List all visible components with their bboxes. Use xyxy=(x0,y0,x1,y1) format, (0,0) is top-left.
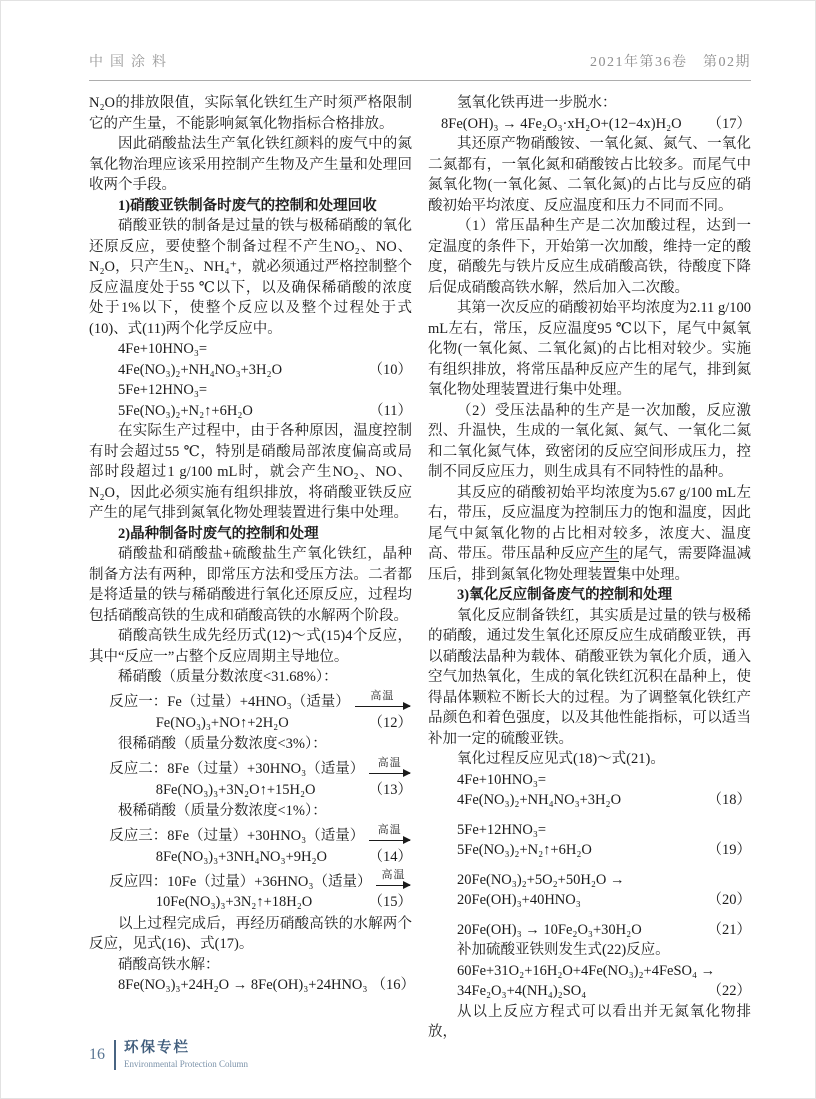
equation xyxy=(428,890,751,911)
arrow-shaft-icon xyxy=(376,885,410,886)
paragraph: 其第一次反应的硝酸初始平均浓度为2.11 g/100 mL左右，常压，反应温度95 ℃以下，尾气中氮氧化物(一氧化氮、二氧化氮)的占比相对较少。实施有组织排放，将常压晶种反应产生的尾气，排到氮氧化物处理装置进行集中处理。 xyxy=(428,300,751,398)
reaction-reactants: 8Fe（过量）+30HNO₃（适量） xyxy=(167,828,365,844)
section-heading: 3)氧化反应制备废气的控制和处理 xyxy=(457,587,673,603)
equation xyxy=(428,114,751,135)
equation xyxy=(428,870,751,891)
page-footer xyxy=(89,1040,248,1070)
reaction-arrow xyxy=(376,869,410,886)
underlined-text: 产生 xyxy=(589,546,619,562)
paragraph: 硝酸高铁生成先经历式(12)～式(15)4个反应，其中“反应一”占整个反应周期主导地位。 xyxy=(89,628,412,665)
reaction-block xyxy=(89,757,412,801)
equation-text: 4Fe+10HNO₃= xyxy=(457,771,547,788)
reaction-products: Fe(NO₃)₃+NO↑+2H₂O xyxy=(155,714,289,731)
equation xyxy=(428,840,751,861)
equation-text: 8Fe(OH)₃ → 4Fe₂O₃·xH₂O+(12−4x)H₂O xyxy=(441,115,682,132)
equation xyxy=(428,961,751,982)
paragraph: 因此硝酸盐法生产氧化铁红颜料的废气中的氮氧化物治理应该采用控制产生物及产生量和处理回收两个手段。 xyxy=(89,136,412,193)
article-body xyxy=(89,93,751,1043)
paragraph: 硝酸盐和硝酸盐+硫酸盐生产氧化铁红，晶种制备方法有两种，即常压方法和受压方法。二者都是将适量的铁与稀硝酸进行氧化还原反应，过程均包括硝酸高铁的生成和硝酸高铁的水解两个阶段。 xyxy=(89,546,412,624)
paragraph: （2）受压法晶种的生产是一次加酸，反应激烈、升温快，生成的一氧化氮、氮气、一氧化二氮和二氧化氮气体，致密闭的反应空间形成压力，控制不同反应压力，则生成具有不同特性的晶种。 xyxy=(428,402,751,480)
paragraph: 极稀硝酸（质量分数浓度<1%）： xyxy=(118,803,327,819)
equation-text: 4Fe(NO₃)₂+NH₄NO₃+3H₂O xyxy=(118,361,283,378)
section-heading: 1)硝酸亚铁制备时废气的控制和处理回收 xyxy=(118,197,377,214)
paragraph-text: 其反应的硝酸初始平均浓度为5.67 g/100 mL左右，带压，反应温度为控制压力的饱和温度，因此尾气中氮氧化物的占比相对较多，浓度大、温度高、带压。带压晶种反应 xyxy=(428,484,751,562)
reaction-label: 反应二： xyxy=(109,761,168,777)
equation-number: （22） xyxy=(707,983,751,999)
equation-number: （15） xyxy=(368,894,412,910)
equation-number: （19） xyxy=(707,842,751,858)
paragraph-text: 的尾气，需要降温减压后，排到氮氧化物处理装置集中处理。 xyxy=(428,546,752,583)
arrow-shaft-icon xyxy=(369,773,410,774)
equation xyxy=(428,770,751,791)
reaction-reactants: 8Fe（过量）+30HNO₃（适量） xyxy=(167,761,365,777)
reaction-arrow xyxy=(369,824,410,841)
paragraph: 氢氧化铁再进一步脱水： xyxy=(457,95,617,111)
arrow-shaft-icon xyxy=(355,706,410,707)
equation-number: （12） xyxy=(368,714,412,731)
paragraph: 氧化反应制备铁红，其实质是过量的铁与极稀的硝酸，通过发生氧化还原反应生成硝酸亚铁，再以硝酸法晶种为载体、硝酸亚铁为氧化介质，通入空气加热氧化，生成的氧化铁红沉积在晶种上，使得晶体颗粒不断长大的过程。为了调整氧化铁红产品颜色和着色强度，以及其他性能指标，可以适当补加一定的硫酸亚铁。 xyxy=(428,607,751,747)
equation-number: （13） xyxy=(368,781,412,798)
left-column xyxy=(89,93,415,1043)
reaction-block xyxy=(89,869,412,913)
paragraph: （1）常压晶种生产是二次加酸过程，达到一定温度的条件下，开始第一次加酸，维持一定的酸度，硝酸先与铁片反应生成硝酸高铁，待酸度下降后促成硝酸高铁水解，然后加入二次酸。 xyxy=(428,218,751,296)
condition-label: 高温 xyxy=(381,869,406,881)
equation-text: 5Fe+12HNO₃= xyxy=(118,382,208,398)
reaction-products: 8Fe(NO₃)₃+3N₂O↑+15H₂O xyxy=(155,781,316,798)
paragraph: N₂O的排放限值，实际氧化铁红生产时须严格限制它的产生量，不能影响氮氧化物指标合格排放。 xyxy=(89,95,412,132)
equation xyxy=(428,820,751,841)
equation-text: 20Fe(OH)₃+40HNO₃ xyxy=(457,892,581,908)
spacer xyxy=(428,811,751,820)
reaction-arrow xyxy=(355,690,410,707)
equation-text: 4Fe+10HNO₃= xyxy=(118,341,208,357)
equation-number: （11） xyxy=(369,402,412,419)
paragraph: 从以上反应方程式可以看出并无氮氧化物排放， xyxy=(428,1003,751,1040)
equation xyxy=(89,975,415,996)
page-header xyxy=(89,51,751,81)
equation-text: 60Fe+31O₂+16H₂O+4Fe(NO₃)₂+4FeSO₄ → xyxy=(457,962,716,979)
reaction-label: 反应三： xyxy=(109,828,168,844)
equation xyxy=(89,339,412,360)
equation-text: 34Fe₂O₃+4(NH₄)₂SO₄ xyxy=(457,983,587,999)
reaction-products: 10Fe(NO₃)₃+3N₂↑+18H₂O xyxy=(155,894,313,910)
paragraph: 补加硫酸亚铁则发生式(22)反应。 xyxy=(457,942,670,958)
condition-label: 高温 xyxy=(377,823,402,836)
reaction-block xyxy=(89,824,412,868)
equation-number: （17） xyxy=(707,115,751,132)
arrow-shaft-icon xyxy=(369,840,410,841)
equation-number: （14） xyxy=(368,848,412,865)
paragraph xyxy=(428,483,751,586)
equation-number: （10） xyxy=(368,361,412,378)
equation xyxy=(89,360,412,381)
equation xyxy=(428,920,751,941)
reaction-reactants: Fe（过量）+4HNO₃（适量） xyxy=(167,694,350,710)
reaction-reactants: 10Fe（过量）+36HNO₃（适量） xyxy=(167,873,372,890)
reaction-label: 反应一： xyxy=(109,694,168,710)
journal-name: 中国涂料 xyxy=(89,55,173,70)
section-heading: 2)晶种制备时废气的控制和处理 xyxy=(118,525,319,542)
paragraph: 稀硝酸（质量分数浓度<31.68%）： xyxy=(118,669,338,685)
equation-text: 4Fe(NO₃)₂+NH₄NO₃+3H₂O xyxy=(457,792,622,808)
equation-text: 8Fe(NO₃)₃+24H₂O → 8Fe(OH)₃+24HNO₃ xyxy=(118,977,368,993)
page-number: 16 xyxy=(89,1046,105,1063)
equation xyxy=(428,790,751,811)
reaction-block xyxy=(89,690,412,734)
paragraph: 以上过程完成后，再经历硝酸高铁的水解两个反应，见式(16)、式(17)。 xyxy=(89,915,412,952)
paragraph: 很稀硝酸（质量分数浓度<3%）： xyxy=(118,736,327,752)
reaction-products: 8Fe(NO₃)₃+3NH₄NO₃+9H₂O xyxy=(155,848,327,865)
footer-divider xyxy=(114,1040,116,1070)
spacer xyxy=(428,911,751,920)
equation-text: 5Fe(NO₃)₂+N₂↑+6H₂O xyxy=(457,842,592,858)
paragraph: 硝酸亚铁的制备是过量的铁与极稀硝酸的氧化还原反应，要使整个制备过程不产生NO₂、NO、N₂O，只产生N₂、NH₄⁺，就必须通过严格控制整个反应温度处于55 ℃以下，以及确保稀硝酸的浓度处于1%以下，使整个反应以及整个过程处于式(10)、式(11)两个化学反应中。 xyxy=(89,218,412,337)
equation xyxy=(89,401,412,422)
right-column xyxy=(428,93,751,1043)
equation xyxy=(428,981,751,1002)
equation-text: 20Fe(OH)₃ → 10Fe₂O₃+30H₂O xyxy=(457,921,642,938)
paragraph: 硝酸高铁水解： xyxy=(118,956,220,973)
condition-label: 高温 xyxy=(370,689,395,702)
condition-label: 高温 xyxy=(377,756,402,769)
equation-number: （21） xyxy=(707,921,751,938)
paragraph: 氧化过程反应见式(18)～式(21)。 xyxy=(457,751,665,767)
column-title-english: Environmental Protection Column xyxy=(124,1059,248,1069)
equation-number: （20） xyxy=(707,892,751,908)
issue-info: 2021年第36卷 第02期 xyxy=(590,55,751,70)
paragraph: 其还原产物硝酸铵、一氧化氮、氮气、一氧化二氮都有，一氧化氮和硝酸铵占比较多。而尾气中氮氧化物(一氧化氮、二氧化氮)的占比与反应的硝酸初始平均浓度、反应温度和压力不同而不同。 xyxy=(428,136,751,214)
reaction-label: 反应四： xyxy=(109,873,168,890)
equation-number: （16） xyxy=(371,977,415,993)
column-title: 环保专栏 xyxy=(124,1040,190,1056)
equation xyxy=(89,380,412,401)
equation-text: 5Fe+12HNO₃= xyxy=(457,821,547,838)
spacer xyxy=(428,861,751,870)
equation-number: （18） xyxy=(707,792,751,808)
paragraph: 在实际生产过程中，由于各种原因，温度控制有时会超过55 ℃，特别是硝酸局部浓度偏高或局部时段超过1 g/100 mL时，就会产生NO₂、NO、N₂O，因此必须实施有组织排放，将硝酸亚铁反应产生的尾气排到氮氧化物处理装置进行集中处理。 xyxy=(89,423,412,521)
reaction-arrow xyxy=(369,757,410,774)
equation-text: 5Fe(NO₃)₂+N₂↑+6H₂O xyxy=(118,402,253,419)
equation-text: 20Fe(NO₃)₂+5O₂+50H₂O → xyxy=(457,871,625,888)
